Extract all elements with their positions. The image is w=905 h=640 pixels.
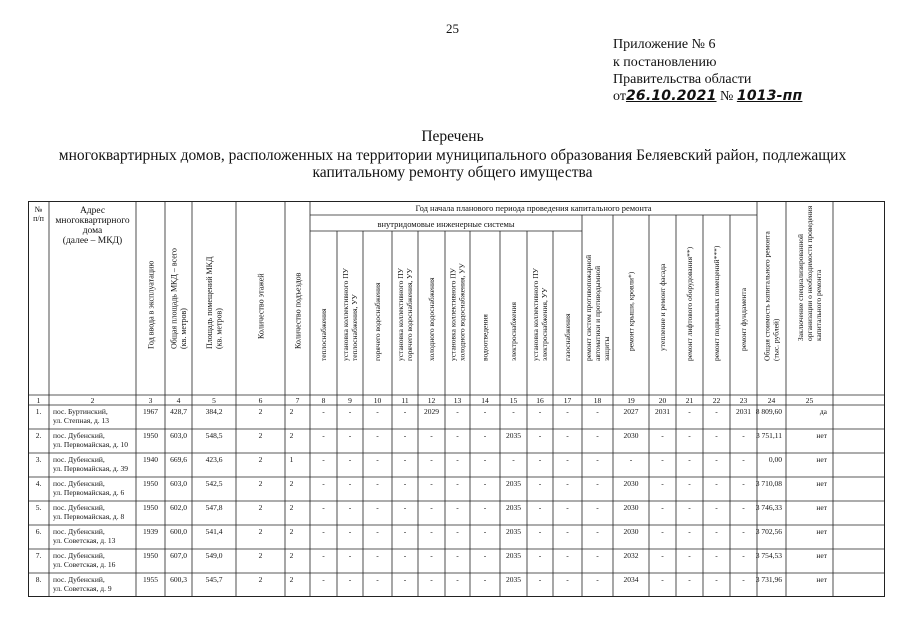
row-year-col-21: - [688, 551, 691, 560]
header-eng-6-line-2: холодного водоснабжения, УУ [457, 263, 467, 361]
appendix-title: Приложение № 6 [613, 37, 716, 52]
row-year-commission: 1950 [143, 503, 158, 512]
header-fire-systems-line-3: защиты [602, 336, 612, 361]
row-year-col-20: - [661, 455, 664, 464]
row-year-col-15: 2035 [506, 575, 521, 584]
row-year-col-20: - [661, 575, 664, 584]
row-floors: 2 [258, 503, 263, 512]
row-year-commission: 1967 [143, 407, 158, 416]
col-number-17: 17 [563, 396, 572, 405]
row-number: 1. [35, 407, 42, 416]
row-total-area: 428,7 [170, 407, 187, 416]
col-number-24: 24 [767, 396, 776, 405]
row-entrances: 1 [289, 455, 294, 464]
row-year-col-23: - [742, 575, 745, 584]
row-entrances: 2 [289, 431, 294, 440]
page-number: 25 [446, 21, 459, 36]
row-total-area: 600,3 [170, 575, 187, 584]
row-total-area: 607,0 [170, 551, 187, 560]
row-year-col-14: - [483, 479, 487, 488]
row-year-col-11: - [403, 527, 407, 536]
header-total-cost-line-1: Общая стоимость капитального ремонта [762, 231, 772, 361]
row-conclusion: нет [816, 431, 827, 440]
row-year-commission: 1955 [143, 575, 158, 584]
header-address-line-1: Адрес [79, 206, 106, 216]
row-address-line-2: ул. Первомайская, д. 39 [53, 464, 128, 473]
col-number-21: 21 [685, 396, 694, 405]
row-total-cost: 3 731,96 [755, 575, 782, 584]
col-number-7: 7 [295, 396, 300, 405]
row-year-col-19: 2030 [623, 527, 639, 536]
row-year-col-23: - [742, 551, 745, 560]
row-year-col-15: 2035 [506, 527, 521, 536]
row-entrances: 2 [289, 503, 294, 512]
row-entrances: 2 [289, 479, 294, 488]
row-year-col-10: - [376, 479, 379, 488]
header-roof: ремонт крыши, кровли*) [626, 271, 636, 351]
col-number-15: 15 [509, 396, 518, 405]
row-year-col-12: - [430, 551, 433, 560]
row-year-col-13: - [456, 527, 459, 536]
row-year-col-9: - [348, 503, 352, 512]
row-year-col-11: - [403, 407, 407, 416]
row-premises-area: 541,4 [205, 527, 223, 536]
header-eng-9-line-1: установка коллективного ПУ [531, 268, 541, 361]
col-number-4: 4 [176, 396, 181, 405]
capital-repair-table [28, 201, 885, 597]
row-conclusion: нет [816, 455, 827, 464]
header-conclusion-line-2: организации о необходимости проведения [805, 205, 815, 341]
row-year-col-17: - [566, 431, 569, 440]
row-floors: 2 [258, 455, 263, 464]
row-year-col-11: - [403, 431, 407, 440]
header-eng-4-line-2: горячего водоснабжения, УУ [405, 268, 415, 361]
row-year-col-15: 2035 [506, 431, 521, 440]
row-year-col-9: - [348, 527, 352, 536]
row-year-col-16: - [538, 503, 542, 512]
row-year-col-23: - [742, 431, 745, 440]
row-year-col-19: 2030 [623, 431, 639, 440]
col-number-9: 9 [348, 396, 352, 405]
col-number-18: 18 [593, 396, 602, 405]
row-year-col-8: - [322, 551, 325, 560]
row-number: 7. [35, 551, 42, 560]
row-year-col-23: - [742, 527, 745, 536]
header-group-engineering: внутридомовые инженерные системы [377, 219, 515, 229]
header-eng-9-line-2: электроснабжения, УУ [540, 287, 550, 361]
row-total-cost: 3 754,53 [755, 551, 782, 560]
row-premises-area: 423,6 [205, 455, 223, 464]
row-year-col-20: 2031 [655, 407, 670, 416]
header-address-line-2: многоквартирного [55, 216, 130, 226]
row-year-col-8: - [322, 575, 325, 584]
row-year-col-21: - [688, 527, 691, 536]
row-year-col-23: 2031 [736, 407, 751, 416]
row-year-col-15: - [512, 407, 515, 416]
row-year-col-21: - [688, 575, 691, 584]
row-year-col-9: - [348, 407, 352, 416]
row-year-col-18: - [596, 551, 599, 560]
col-number-22: 22 [712, 396, 721, 405]
row-year-col-18: - [596, 407, 599, 416]
row-year-col-17: - [566, 455, 569, 464]
appendix-government: Правительства области [613, 72, 752, 87]
row-total-cost: 8 809,60 [755, 407, 782, 416]
row-address-line-1: пос. Дубенский, [53, 455, 105, 464]
row-floors: 2 [258, 431, 263, 440]
header-facade: утепление и ремонт фасада [658, 263, 668, 351]
row-address-line-2: ул. Первомайская, д. 10 [53, 440, 128, 449]
row-conclusion: нет [816, 503, 827, 512]
row-year-col-23: - [742, 503, 745, 512]
row-year-col-12: - [430, 479, 433, 488]
header-eng-10: газоснабжения [563, 313, 573, 361]
row-total-area: 603,0 [170, 479, 187, 488]
row-year-col-21: - [688, 503, 691, 512]
row-number: 5. [35, 503, 42, 512]
row-year-col-19: 2030 [623, 479, 639, 488]
title-line-2: многоквартирных домов, расположенных на территории муниципального образования Беляевский район, подлежащих [58, 147, 847, 164]
row-year-col-21: - [688, 407, 691, 416]
row-address-line-2: ул. Степная, д. 13 [53, 416, 110, 425]
row-premises-area: 542,5 [205, 479, 223, 488]
row-year-col-16: - [538, 431, 542, 440]
row-year-col-20: - [661, 503, 664, 512]
row-year-col-8: - [322, 455, 325, 464]
row-year-col-23: - [742, 479, 745, 488]
row-year-col-20: - [661, 479, 664, 488]
col-number-14: 14 [481, 396, 489, 405]
row-address-line-2: ул. Первомайская, д. 8 [53, 512, 125, 521]
row-year-col-9: - [348, 455, 352, 464]
row-year-col-10: - [376, 455, 379, 464]
row-year-col-11: - [403, 455, 407, 464]
row-year-col-8: - [322, 479, 325, 488]
row-year-col-20: - [661, 551, 664, 560]
row-year-col-20: - [661, 527, 664, 536]
row-year-col-15: 2035 [506, 551, 521, 560]
appendix-to-resolution: к постановлению [613, 55, 717, 70]
col-number-16: 16 [536, 396, 544, 405]
row-year-col-17: - [566, 503, 569, 512]
row-address-line-2: ул. Советская, д. 9 [53, 584, 112, 593]
row-floors: 2 [258, 407, 263, 416]
col-number-20: 20 [658, 396, 667, 405]
row-year-col-10: - [376, 503, 379, 512]
row-year-commission: 1939 [143, 527, 158, 536]
header-eng-5: холодного водоснабжения [427, 277, 437, 361]
row-year-col-13: - [456, 479, 459, 488]
row-address-line-1: пос. Дубенский, [53, 527, 105, 536]
row-total-area: 600,0 [170, 527, 187, 536]
row-year-col-16: - [538, 479, 542, 488]
row-year-col-17: - [566, 551, 569, 560]
row-address-line-1: пос. Дубенский, [53, 551, 105, 560]
header-foundation: ремонт фундамента [739, 287, 749, 351]
row-premises-area: 545,7 [205, 575, 223, 584]
header-eng-2-line-1: установка коллективного ПУ [341, 268, 351, 361]
row-year-col-8: - [322, 407, 325, 416]
row-entrances: 2 [289, 551, 294, 560]
row-year-col-22: - [715, 431, 718, 440]
row-address-line-1: пос. Дубенский, [53, 431, 105, 440]
row-entrances: 2 [289, 575, 294, 584]
header-year-commission: Год ввода в эксплуатацию [146, 260, 156, 349]
row-year-col-14: - [483, 575, 487, 584]
header-entrances: Количество подъездов [293, 272, 303, 349]
row-year-col-18: - [596, 431, 599, 440]
row-address-line-1: пос. Дубенский, [53, 575, 105, 584]
col-number-2: 2 [90, 396, 95, 405]
header-premises-area-line-1: Площадь помещений МКД [205, 256, 215, 349]
row-year-commission: 1950 [143, 479, 158, 488]
row-year-col-14: - [483, 527, 487, 536]
col-number-5: 5 [212, 396, 216, 405]
row-year-col-16: - [538, 407, 542, 416]
row-year-col-10: - [376, 551, 379, 560]
row-total-cost: 3 746,33 [755, 503, 782, 512]
row-year-col-13: - [456, 431, 459, 440]
row-year-col-11: - [403, 551, 407, 560]
row-year-col-22: - [715, 407, 718, 416]
row-year-col-9: - [348, 479, 352, 488]
row-total-cost: 3 702,56 [755, 527, 782, 536]
row-number: 4. [35, 479, 42, 488]
header-conclusion-line-1: Заключение специализированной [796, 233, 806, 341]
appendix-date: 26.10.2021 [625, 88, 717, 104]
row-year-col-11: - [403, 479, 407, 488]
row-address-line-1: пос. Дубенский, [53, 503, 105, 512]
row-year-col-9: - [348, 431, 352, 440]
header-conclusion-line-3: капитального ремонта [814, 269, 824, 341]
row-year-commission: 1950 [143, 431, 158, 440]
row-year-col-15: - [512, 455, 515, 464]
header-num-pp: п/п [33, 214, 44, 223]
row-year-col-10: - [376, 527, 379, 536]
row-year-col-20: - [661, 431, 664, 440]
row-year-col-19: 2030 [623, 503, 639, 512]
row-number: 3. [35, 455, 42, 464]
col-number-19: 19 [627, 396, 635, 405]
row-year-col-9: - [348, 551, 352, 560]
row-year-col-15: 2035 [506, 479, 521, 488]
row-address-line-1: пос. Буртинский, [53, 407, 108, 416]
row-year-col-19: 2027 [623, 407, 639, 416]
row-floors: 2 [258, 479, 263, 488]
row-year-col-18: - [596, 575, 599, 584]
row-conclusion: нет [816, 479, 827, 488]
row-year-col-8: - [322, 503, 325, 512]
row-year-col-22: - [715, 455, 718, 464]
row-year-col-13: - [456, 575, 459, 584]
row-year-col-16: - [538, 551, 542, 560]
row-year-col-18: - [596, 527, 599, 536]
row-year-col-10: - [376, 431, 379, 440]
row-number: 8. [35, 575, 42, 584]
row-year-col-13: - [456, 503, 459, 512]
header-address-line-4: (далее – МКД) [62, 236, 123, 246]
row-year-col-12: - [430, 503, 433, 512]
row-floors: 2 [258, 551, 263, 560]
row-year-col-14: - [483, 503, 487, 512]
row-year-col-22: - [715, 527, 718, 536]
col-number-6: 6 [258, 396, 263, 405]
row-year-col-16: - [538, 575, 542, 584]
row-total-area: 603,0 [170, 431, 187, 440]
header-address-line-3: дома [82, 226, 103, 236]
row-floors: 2 [258, 527, 263, 536]
col-number-25: 25 [805, 396, 814, 405]
row-year-commission: 1950 [143, 551, 158, 560]
header-eng-7: водоотведения [480, 314, 490, 361]
appendix-ot: от [613, 89, 626, 104]
row-year-commission: 1940 [143, 455, 158, 464]
row-year-col-18: - [596, 455, 599, 464]
header-eng-4-line-1: установка коллективного ПУ [396, 268, 406, 361]
row-conclusion: нет [816, 575, 827, 584]
row-total-area: 602,0 [170, 503, 187, 512]
row-year-col-10: - [376, 407, 379, 416]
row-year-col-14: - [483, 551, 487, 560]
col-number-13: 13 [453, 396, 462, 405]
col-number-8: 8 [321, 396, 326, 405]
row-year-col-21: - [688, 455, 691, 464]
row-premises-area: 549,0 [205, 551, 223, 560]
row-year-col-19: - [629, 455, 633, 464]
row-address-line-1: пос. Дубенский, [53, 479, 105, 488]
col-number-12: 12 [427, 396, 436, 405]
header-elevator: ремонт лифтового оборудования**) [685, 246, 695, 361]
row-entrances: 2 [289, 527, 294, 536]
row-year-col-12: - [430, 431, 433, 440]
header-eng-3: горячего водоснабжения [373, 282, 383, 361]
row-year-col-13: - [456, 455, 459, 464]
appendix-date-line [613, 88, 802, 105]
header-total-area-line-2: (кв. метров) [179, 308, 189, 349]
row-year-col-11: - [403, 503, 407, 512]
row-address-line-2: ул. Первомайская, д. 6 [53, 488, 125, 497]
col-number-23: 23 [739, 396, 748, 405]
row-total-area: 669,6 [170, 455, 187, 464]
row-entrances: 2 [289, 407, 294, 416]
row-year-col-22: - [715, 503, 718, 512]
row-year-col-15: 2035 [506, 503, 521, 512]
header-fire-systems-line-1: ремонт систем противопожарной [584, 254, 594, 361]
col-number-3: 3 [148, 396, 153, 405]
row-conclusion: нет [816, 527, 827, 536]
row-premises-area: 547,8 [205, 503, 223, 512]
row-year-col-22: - [715, 575, 718, 584]
row-year-col-18: - [596, 503, 599, 512]
header-num: № [34, 205, 43, 214]
header-total-cost-line-2: (тыс. рублей) [771, 318, 781, 361]
header-premises-area-line-2: (кв. метров) [214, 308, 224, 349]
row-number: 2. [35, 431, 42, 440]
header-floors: Количество этажей [256, 273, 266, 339]
row-total-cost: 3 751,11 [756, 431, 782, 440]
row-year-col-13: - [456, 407, 459, 416]
row-year-col-16: - [538, 455, 542, 464]
row-number: 6. [35, 527, 42, 536]
row-year-col-10: - [376, 575, 379, 584]
row-year-col-21: - [688, 431, 691, 440]
row-year-col-12: - [430, 455, 433, 464]
row-floors: 2 [258, 575, 263, 584]
col-number-11: 11 [401, 396, 409, 405]
row-year-col-18: - [596, 479, 599, 488]
row-year-col-17: - [566, 527, 569, 536]
header-total-area-line-1: Общая площадь МКД – всего [169, 248, 179, 349]
row-year-col-19: 2032 [623, 551, 639, 560]
row-year-col-22: - [715, 551, 718, 560]
row-year-col-17: - [566, 407, 569, 416]
row-year-col-16: - [538, 527, 542, 536]
row-conclusion: да [819, 407, 827, 416]
col-number-10: 10 [373, 396, 382, 405]
title-line-1: Перечень [421, 128, 484, 145]
row-year-col-12: 2029 [424, 407, 439, 416]
appendix-doc-number: 1013-пп [736, 88, 803, 104]
header-basement: ремонт подвальных помещений***) [712, 245, 722, 361]
row-total-cost: 0,00 [768, 455, 782, 464]
row-address-line-2: ул. Советская, д. 16 [53, 560, 116, 569]
row-conclusion: нет [816, 551, 827, 560]
row-year-col-9: - [348, 575, 352, 584]
row-total-cost: 3 710,08 [755, 479, 782, 488]
header-fire-systems-line-2: автоматики и противодымной [593, 265, 603, 361]
title-line-3: капитальному ремонту общего имущества [312, 164, 593, 181]
row-year-col-21: - [688, 479, 691, 488]
appendix-number-sign: № [720, 89, 734, 104]
row-premises-area: 548,5 [205, 431, 223, 440]
row-address-line-2: ул. Советская, д. 13 [53, 536, 116, 545]
col-number-1: 1 [36, 396, 41, 405]
row-year-col-14: - [483, 455, 487, 464]
header-eng-8: электроснабжения [509, 302, 519, 361]
row-year-col-19: 2034 [623, 575, 639, 584]
row-year-col-14: - [483, 407, 487, 416]
row-year-col-12: - [430, 527, 433, 536]
row-year-col-14: - [483, 431, 487, 440]
row-year-col-8: - [322, 431, 325, 440]
row-year-col-12: - [430, 575, 433, 584]
row-premises-area: 384,2 [205, 407, 223, 416]
header-eng-1: теплоснабжения [319, 308, 329, 361]
row-year-col-17: - [566, 479, 569, 488]
row-year-col-13: - [456, 551, 459, 560]
row-year-col-23: - [742, 455, 745, 464]
row-year-col-22: - [715, 479, 718, 488]
row-year-col-11: - [403, 575, 407, 584]
row-year-col-17: - [566, 575, 569, 584]
header-group-year: Год начала планового периода проведения капитального ремонта [415, 203, 652, 213]
row-year-col-8: - [322, 527, 325, 536]
header-eng-2-line-2: теплоснабжения, УУ [350, 294, 360, 361]
header-eng-6-line-1: установка коллективного ПУ [448, 268, 458, 361]
